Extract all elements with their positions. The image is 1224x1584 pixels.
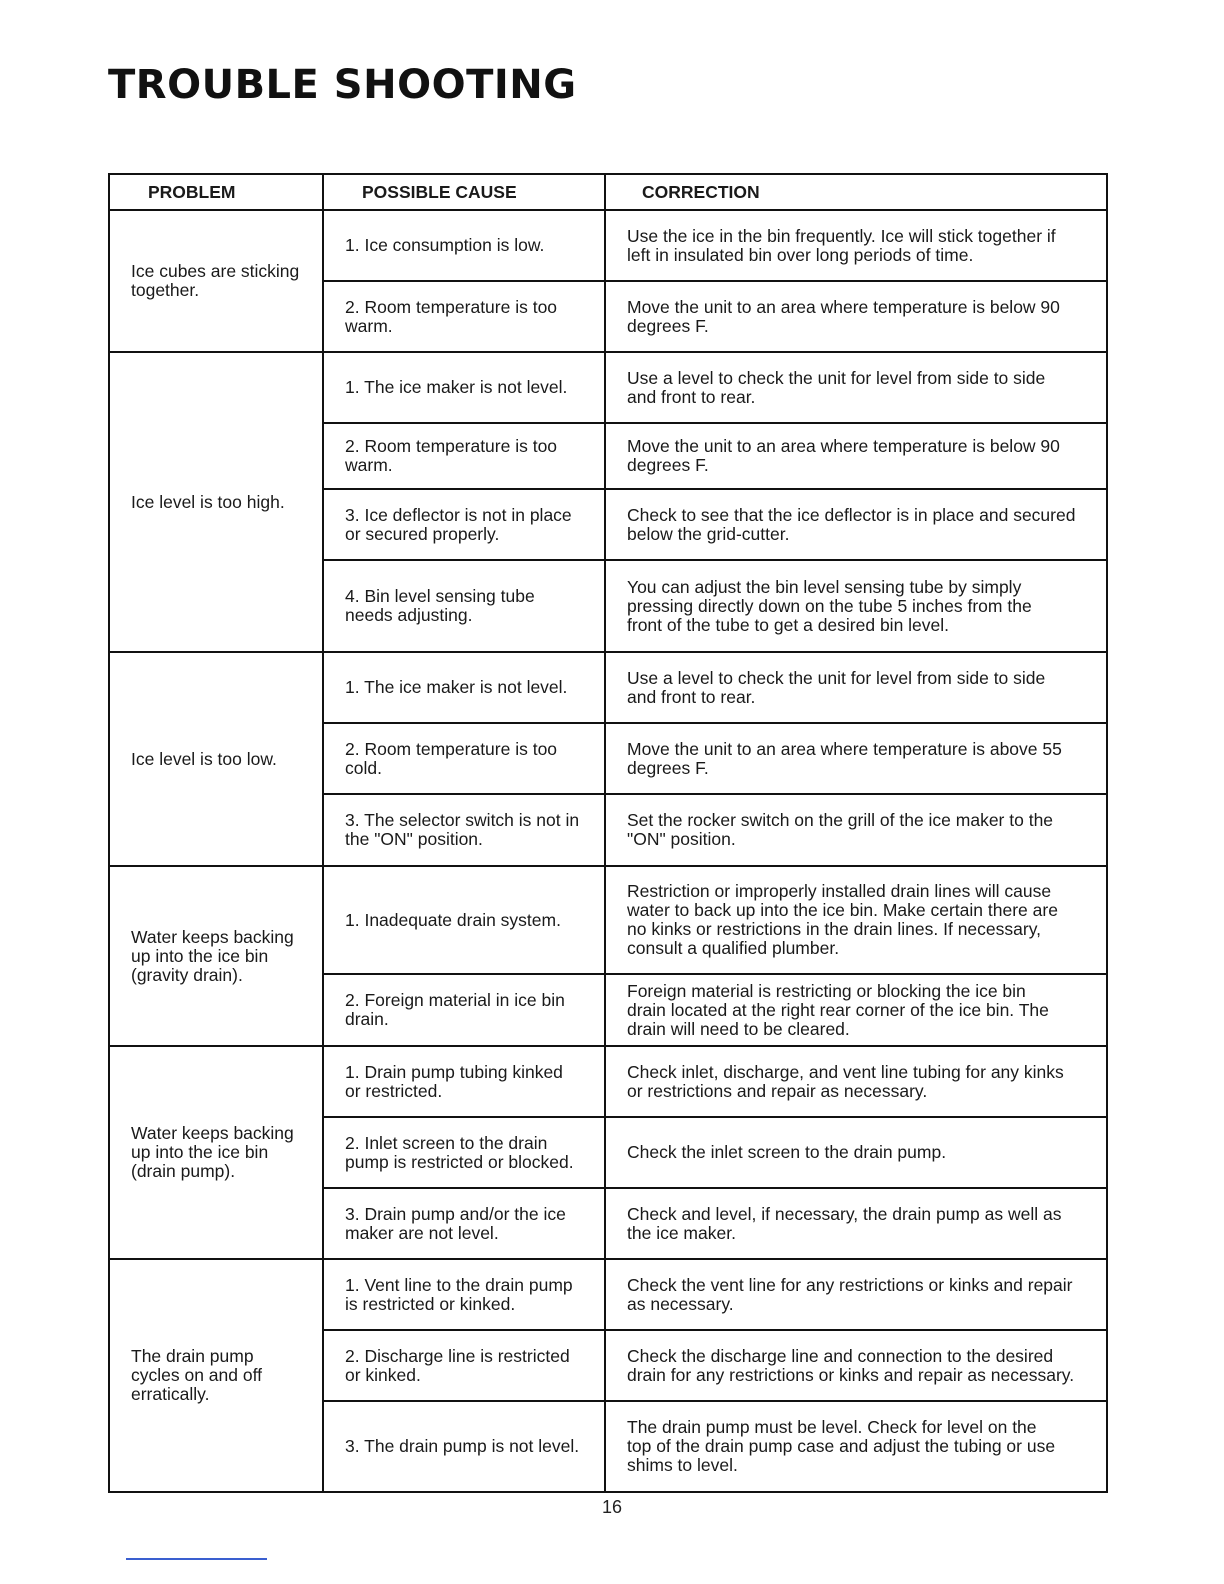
cause-cell: 2. Foreign material in ice bin drain. bbox=[323, 974, 605, 1046]
correction-cell: Check the discharge line and connection to the desired drain for any restrictions or kinks and repair as necessary. bbox=[605, 1330, 1107, 1401]
correction-cell: Check inlet, discharge, and vent line tubing for any kinks or restrictions and repair as necessary. bbox=[605, 1046, 1107, 1117]
header-possible-cause: POSSIBLE CAUSE bbox=[323, 174, 605, 210]
correction-cell: Use a level to check the unit for level from side to side and front to rear. bbox=[605, 652, 1107, 723]
table-row bbox=[109, 1259, 1107, 1330]
cause-cell: 1. Vent line to the drain pump is restricted or kinked. bbox=[323, 1259, 605, 1330]
correction-cell: The drain pump must be level. Check for level on the top of the drain pump case and adjust the tubing or use shims to level. bbox=[605, 1401, 1107, 1492]
correction-cell: Move the unit to an area where temperature is above 55 degrees F. bbox=[605, 723, 1107, 794]
header-row bbox=[109, 174, 1107, 210]
cause-cell: 1. Ice consumption is low. bbox=[323, 210, 605, 281]
correction-cell: Check the vent line for any restrictions or kinks and repair as necessary. bbox=[605, 1259, 1107, 1330]
correction-cell: You can adjust the bin level sensing tube by simply pressing directly down on the tube 5 inches from the front of the tube to get a desired bin level. bbox=[605, 560, 1107, 652]
correction-cell: Move the unit to an area where temperature is below 90 degrees F. bbox=[605, 423, 1107, 489]
cause-cell: 2. Inlet screen to the drain pump is restricted or blocked. bbox=[323, 1117, 605, 1188]
correction-cell: Check to see that the ice deflector is in place and secured below the grid-cutter. bbox=[605, 489, 1107, 560]
cause-cell: 1. Inadequate drain system. bbox=[323, 866, 605, 974]
table-row bbox=[109, 1046, 1107, 1117]
correction-cell: Check the inlet screen to the drain pump. bbox=[605, 1117, 1107, 1188]
correction-cell: Foreign material is restricting or blocking the ice bin drain located at the right rear corner of the ice bin. The drain will need to be cleared. bbox=[605, 974, 1107, 1046]
correction-cell: Use the ice in the bin frequently. Ice will stick together if left in insulated bin over long periods of time. bbox=[605, 210, 1107, 281]
header-problem: PROBLEM bbox=[109, 174, 323, 210]
cause-cell: 2. Room temperature is too warm. bbox=[323, 423, 605, 489]
correction-cell: Set the rocker switch on the grill of the ice maker to the "ON" position. bbox=[605, 794, 1107, 866]
problem-cell: Ice level is too low. bbox=[109, 652, 323, 866]
problem-cell: Water keeps backing up into the ice bin (gravity drain). bbox=[109, 866, 323, 1046]
cause-cell: 1. The ice maker is not level. bbox=[323, 652, 605, 723]
troubleshooting-table bbox=[108, 173, 1108, 1493]
cause-cell: 1. Drain pump tubing kinked or restricted. bbox=[323, 1046, 605, 1117]
header-correction: CORRECTION bbox=[605, 174, 1107, 210]
page-number: 16 bbox=[601, 1497, 623, 1517]
table-row bbox=[109, 352, 1107, 423]
cause-cell: 4. Bin level sensing tube needs adjusting. bbox=[323, 560, 605, 652]
correction-cell: Use a level to check the unit for level from side to side and front to rear. bbox=[605, 352, 1107, 423]
cause-cell: 2. Room temperature is too warm. bbox=[323, 281, 605, 352]
cause-cell: 3. The drain pump is not level. bbox=[323, 1401, 605, 1492]
cause-cell: 3. Ice deflector is not in place or secured properly. bbox=[323, 489, 605, 560]
cause-cell: 3. The selector switch is not in the "ON" position. bbox=[323, 794, 605, 866]
problem-cell: Ice cubes are sticking together. bbox=[109, 210, 323, 352]
cause-cell: 2. Room temperature is too cold. bbox=[323, 723, 605, 794]
table-row bbox=[109, 652, 1107, 723]
problem-cell: Ice level is too high. bbox=[109, 352, 323, 652]
correction-cell: Move the unit to an area where temperature is below 90 degrees F. bbox=[605, 281, 1107, 352]
correction-cell: Restriction or improperly installed drain lines will cause water to back up into the ice bin. Make certain there are no kinks or restrictions in the drain lines. If necessary, consult a qualified plumber. bbox=[605, 866, 1107, 974]
page-title: TROUBLE SHOOTING bbox=[108, 62, 577, 108]
problem-cell: Water keeps backing up into the ice bin (drain pump). bbox=[109, 1046, 323, 1259]
footer-divider bbox=[126, 1558, 267, 1560]
problem-cell: The drain pump cycles on and off erratically. bbox=[109, 1259, 323, 1492]
table-row bbox=[109, 210, 1107, 281]
cause-cell: 3. Drain pump and/or the ice maker are not level. bbox=[323, 1188, 605, 1259]
correction-cell: Check and level, if necessary, the drain pump as well as the ice maker. bbox=[605, 1188, 1107, 1259]
cause-cell: 2. Discharge line is restricted or kinked. bbox=[323, 1330, 605, 1401]
cause-cell: 1. The ice maker is not level. bbox=[323, 352, 605, 423]
table-row bbox=[109, 866, 1107, 974]
